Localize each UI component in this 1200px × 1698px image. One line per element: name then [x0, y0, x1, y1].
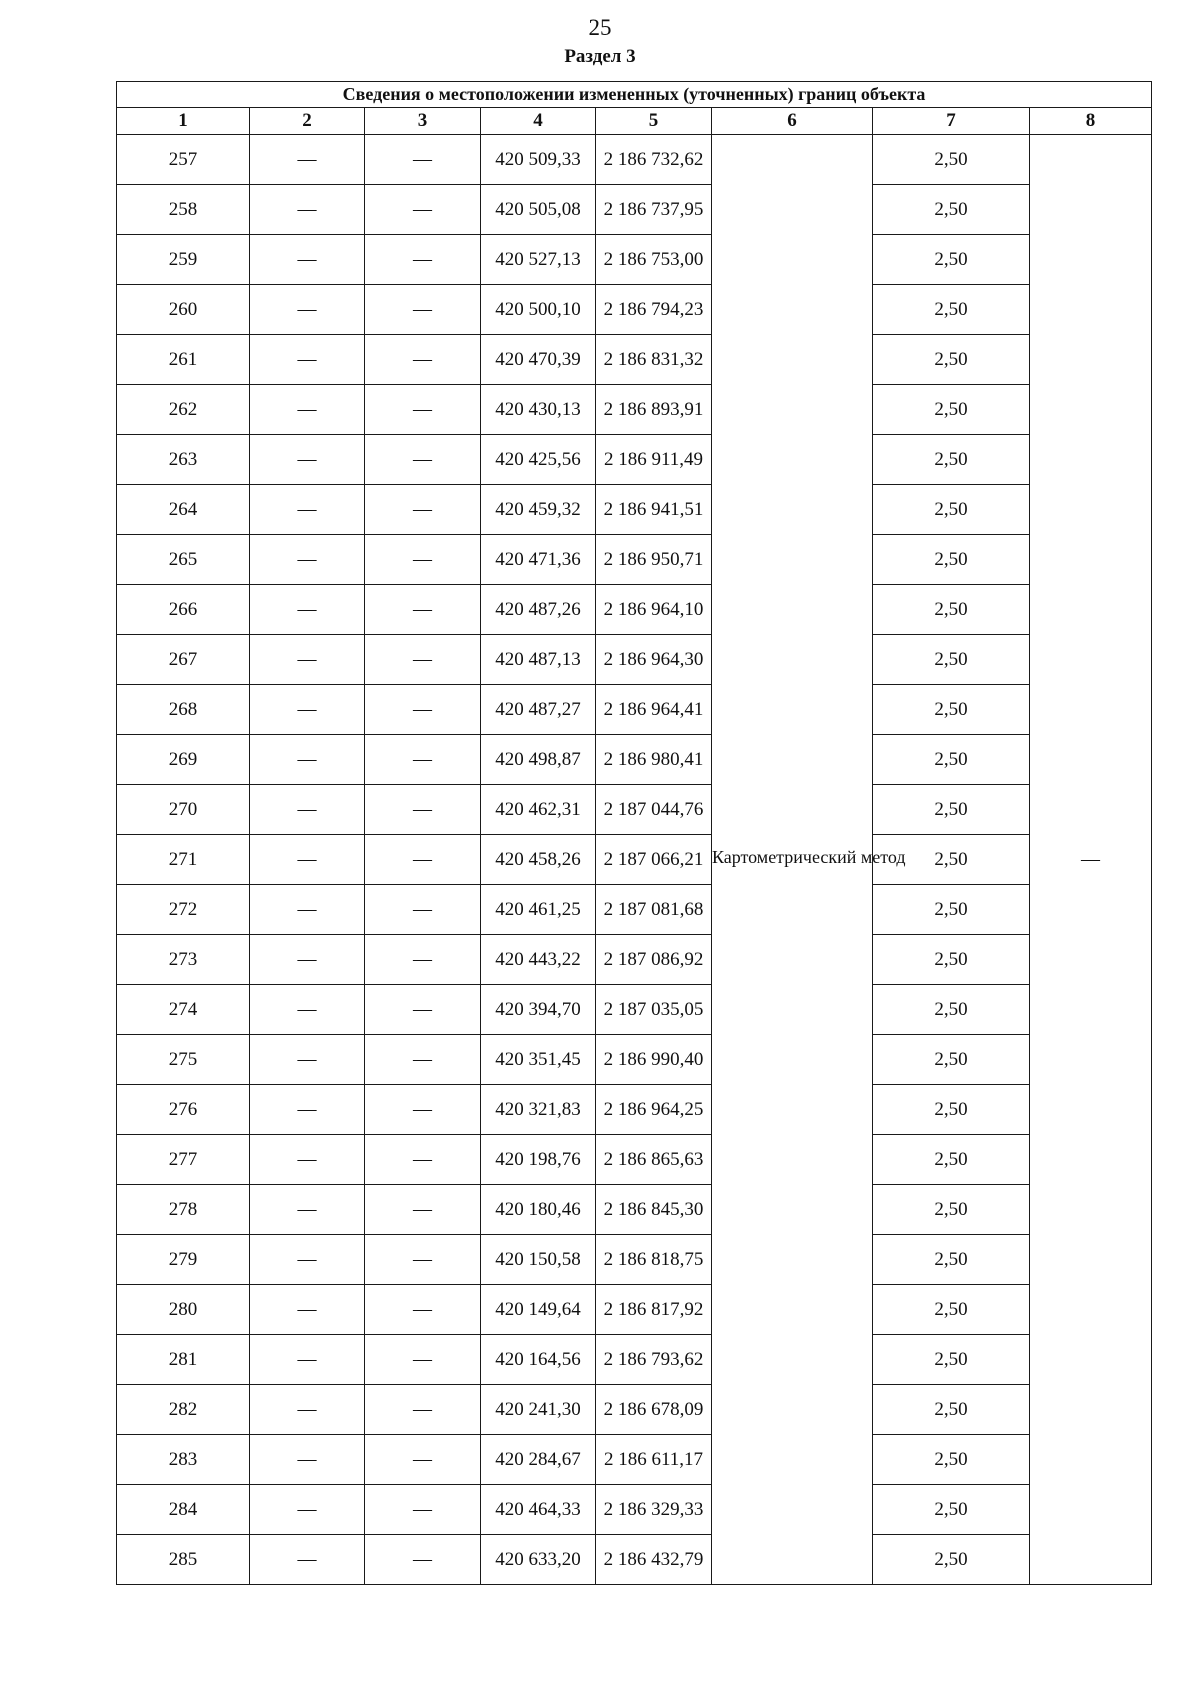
table-row — [117, 185, 1152, 235]
y-coordinate-cell: 2 186 990,40 — [596, 1035, 712, 1085]
x-coordinate-cell: 420 198,76 — [481, 1135, 596, 1185]
y-coordinate-cell: 2 186 611,17 — [596, 1435, 712, 1485]
table-row — [117, 135, 1152, 185]
y-coordinate-cell: 2 186 911,49 — [596, 435, 712, 485]
method-cell — [712, 135, 906, 1585]
column3-cell: — — [365, 935, 481, 985]
column-number: 2 — [250, 108, 365, 135]
y-coordinate-cell: 2 186 831,32 — [596, 335, 712, 385]
point-number-cell: 261 — [117, 335, 250, 385]
point-number-cell: 270 — [117, 785, 250, 835]
table-row — [117, 1485, 1152, 1535]
x-coordinate-cell: 420 284,67 — [481, 1435, 596, 1485]
point-number-cell: 257 — [117, 135, 250, 185]
table-row — [117, 1035, 1152, 1085]
table-row — [117, 335, 1152, 385]
table-row — [117, 735, 1152, 785]
point-number-cell: 280 — [117, 1285, 250, 1335]
column3-cell: — — [365, 1235, 481, 1285]
column3-cell: — — [365, 1435, 481, 1485]
column2-cell: — — [250, 1085, 365, 1135]
column-number: 1 — [117, 108, 250, 135]
column3-cell: — — [365, 485, 481, 535]
column3-cell: — — [365, 1185, 481, 1235]
column2-cell: — — [250, 235, 365, 285]
table-row — [117, 1185, 1152, 1235]
x-coordinate-cell: 420 487,27 — [481, 685, 596, 735]
table-row — [117, 1285, 1152, 1335]
accuracy-cell: 2,50 — [873, 535, 1030, 585]
y-coordinate-cell: 2 186 818,75 — [596, 1235, 712, 1285]
point-number-cell: 266 — [117, 585, 250, 635]
column3-cell: — — [365, 1535, 481, 1585]
y-coordinate-cell: 2 186 753,00 — [596, 235, 712, 285]
y-coordinate-cell: 2 186 732,62 — [596, 135, 712, 185]
point-number-cell: 269 — [117, 735, 250, 785]
column2-cell: — — [250, 285, 365, 335]
x-coordinate-cell: 420 430,13 — [481, 385, 596, 435]
x-coordinate-cell: 420 464,33 — [481, 1485, 596, 1535]
x-coordinate-cell: 420 458,26 — [481, 835, 596, 885]
x-coordinate-cell: 420 149,64 — [481, 1285, 596, 1335]
column2-cell: — — [250, 1135, 365, 1185]
table-row — [117, 785, 1152, 835]
table-caption: Сведения о местоположении измененных (уточненных) границ объекта — [117, 82, 1152, 108]
x-coordinate-cell: 420 394,70 — [481, 985, 596, 1035]
column3-cell: — — [365, 1085, 481, 1135]
point-number-cell: 262 — [117, 385, 250, 435]
table-row — [117, 435, 1152, 485]
point-number-cell: 263 — [117, 435, 250, 485]
point-number-cell: 282 — [117, 1385, 250, 1435]
point-number-cell: 279 — [117, 1235, 250, 1285]
x-coordinate-cell: 420 633,20 — [481, 1535, 596, 1585]
column2-cell: — — [250, 835, 365, 885]
point-number-cell: 278 — [117, 1185, 250, 1235]
accuracy-cell: 2,50 — [873, 1085, 1030, 1135]
point-number-cell: 267 — [117, 635, 250, 685]
column2-cell: — — [250, 1535, 365, 1585]
column2-cell: — — [250, 1235, 365, 1285]
point-number-cell: 260 — [117, 285, 250, 335]
y-coordinate-cell: 2 186 893,91 — [596, 385, 712, 435]
column3-cell: — — [365, 685, 481, 735]
accuracy-cell: 2,50 — [873, 285, 1030, 335]
accuracy-cell: 2,50 — [873, 585, 1030, 635]
column3-cell: — — [365, 735, 481, 785]
column3-cell: — — [365, 1485, 481, 1535]
column3-cell: — — [365, 1385, 481, 1435]
column-number: 4 — [481, 108, 596, 135]
point-number-cell: 259 — [117, 235, 250, 285]
column2-cell: — — [250, 1335, 365, 1385]
accuracy-cell: 2,50 — [873, 935, 1030, 985]
column2-cell: — — [250, 935, 365, 985]
y-coordinate-cell: 2 187 035,05 — [596, 985, 712, 1035]
table-row — [117, 985, 1152, 1035]
point-number-cell: 272 — [117, 885, 250, 935]
y-coordinate-cell: 2 186 817,92 — [596, 1285, 712, 1335]
page-number: 25 — [588, 15, 612, 40]
column3-cell: — — [365, 985, 481, 1035]
column3-cell: — — [365, 585, 481, 635]
y-coordinate-cell: 2 186 329,33 — [596, 1485, 712, 1535]
column3-cell: — — [365, 1285, 481, 1335]
accuracy-cell: 2,50 — [873, 1135, 1030, 1185]
table-row — [117, 1385, 1152, 1435]
column2-cell: — — [250, 1435, 365, 1485]
table-row — [117, 1235, 1152, 1285]
accuracy-cell: 2,50 — [873, 635, 1030, 685]
column-number-row — [117, 108, 1152, 135]
x-coordinate-cell: 420 505,08 — [481, 185, 596, 235]
accuracy-cell: 2,50 — [873, 985, 1030, 1035]
y-coordinate-cell: 2 187 081,68 — [596, 885, 712, 935]
x-coordinate-cell: 420 180,46 — [481, 1185, 596, 1235]
column3-cell: — — [365, 785, 481, 835]
method-label: Картометрический метод — [712, 847, 906, 867]
y-coordinate-cell: 2 186 964,30 — [596, 635, 712, 685]
point-number-cell: 273 — [117, 935, 250, 985]
table-row — [117, 1135, 1152, 1185]
point-number-cell: 277 — [117, 1135, 250, 1185]
table-row — [117, 235, 1152, 285]
column2-cell: — — [250, 485, 365, 535]
accuracy-cell: 2,50 — [873, 1285, 1030, 1335]
accuracy-cell: 2,50 — [873, 385, 1030, 435]
accuracy-cell: 2,50 — [873, 235, 1030, 285]
x-coordinate-cell: 420 500,10 — [481, 285, 596, 335]
accuracy-cell: 2,50 — [873, 1385, 1030, 1435]
column-number: 5 — [596, 108, 712, 135]
point-number-cell: 276 — [117, 1085, 250, 1135]
column-number: 7 — [873, 108, 1030, 135]
accuracy-cell: 2,50 — [873, 1035, 1030, 1085]
point-number-cell: 285 — [117, 1535, 250, 1585]
section-title: Раздел 3 — [564, 46, 636, 67]
y-coordinate-cell: 2 187 066,21 — [596, 835, 712, 885]
table-row — [117, 1085, 1152, 1135]
table-body — [117, 135, 1152, 1585]
table-row — [117, 385, 1152, 435]
x-coordinate-cell: 420 459,32 — [481, 485, 596, 535]
y-coordinate-cell: 2 186 980,41 — [596, 735, 712, 785]
column2-cell: — — [250, 435, 365, 485]
accuracy-cell: 2,50 — [873, 1485, 1030, 1535]
column3-cell: — — [365, 635, 481, 685]
accuracy-cell: 2,50 — [873, 135, 1030, 185]
column3-cell: — — [365, 1135, 481, 1185]
x-coordinate-cell: 420 321,83 — [481, 1085, 596, 1135]
table-caption-row — [117, 82, 1152, 108]
y-coordinate-cell: 2 186 845,30 — [596, 1185, 712, 1235]
column3-cell: — — [365, 1035, 481, 1085]
point-number-cell: 283 — [117, 1435, 250, 1485]
column2-cell: — — [250, 985, 365, 1035]
column2-cell: — — [250, 1485, 365, 1535]
accuracy-cell: 2,50 — [873, 485, 1030, 535]
column2-cell: — — [250, 885, 365, 935]
column2-cell: — — [250, 335, 365, 385]
accuracy-cell: 2,50 — [873, 435, 1030, 485]
column3-cell: — — [365, 335, 481, 385]
point-number-cell: 274 — [117, 985, 250, 1035]
accuracy-cell: 2,50 — [873, 185, 1030, 235]
column2-cell: — — [250, 635, 365, 685]
table-row — [117, 835, 1152, 885]
x-coordinate-cell: 420 462,31 — [481, 785, 596, 835]
accuracy-cell: 2,50 — [873, 735, 1030, 785]
x-coordinate-cell: 420 461,25 — [481, 885, 596, 935]
x-coordinate-cell: 420 150,58 — [481, 1235, 596, 1285]
accuracy-cell: 2,50 — [873, 1435, 1030, 1485]
column2-cell: — — [250, 185, 365, 235]
y-coordinate-cell: 2 186 737,95 — [596, 185, 712, 235]
table-row — [117, 885, 1152, 935]
y-coordinate-cell: 2 186 793,62 — [596, 1335, 712, 1385]
table-row — [117, 935, 1152, 985]
x-coordinate-cell: 420 164,56 — [481, 1335, 596, 1385]
column2-cell: — — [250, 685, 365, 735]
column-number: 8 — [1030, 108, 1152, 135]
accuracy-cell: 2,50 — [873, 1235, 1030, 1285]
x-coordinate-cell: 420 487,26 — [481, 585, 596, 635]
column2-cell: — — [250, 385, 365, 435]
column3-cell: — — [365, 285, 481, 335]
column2-cell: — — [250, 785, 365, 835]
y-coordinate-cell: 2 186 432,79 — [596, 1535, 712, 1585]
column3-cell: — — [365, 185, 481, 235]
y-coordinate-cell: 2 186 865,63 — [596, 1135, 712, 1185]
column2-cell: — — [250, 1385, 365, 1435]
column3-cell: — — [365, 135, 481, 185]
boundary-coordinates-table — [116, 81, 1152, 1585]
point-number-cell: 268 — [117, 685, 250, 735]
y-coordinate-cell: 2 187 044,76 — [596, 785, 712, 835]
y-coordinate-cell: 2 186 964,41 — [596, 685, 712, 735]
accuracy-cell: 2,50 — [873, 335, 1030, 385]
point-number-cell: 284 — [117, 1485, 250, 1535]
column3-cell: — — [365, 835, 481, 885]
y-coordinate-cell: 2 186 964,25 — [596, 1085, 712, 1135]
column2-cell: — — [250, 135, 365, 185]
y-coordinate-cell: 2 186 678,09 — [596, 1385, 712, 1435]
y-coordinate-cell: 2 186 941,51 — [596, 485, 712, 535]
table-row — [117, 585, 1152, 635]
column3-cell: — — [365, 435, 481, 485]
x-coordinate-cell: 420 241,30 — [481, 1385, 596, 1435]
table-row — [117, 685, 1152, 735]
x-coordinate-cell: 420 425,56 — [481, 435, 596, 485]
column-number: 6 — [712, 108, 873, 135]
column3-cell: — — [365, 235, 481, 285]
y-coordinate-cell: 2 186 950,71 — [596, 535, 712, 585]
column2-cell: — — [250, 535, 365, 585]
x-coordinate-cell: 420 498,87 — [481, 735, 596, 785]
point-number-cell: 281 — [117, 1335, 250, 1385]
table-row — [117, 535, 1152, 585]
accuracy-cell: 2,50 — [873, 885, 1030, 935]
table-row — [117, 635, 1152, 685]
column3-cell: — — [365, 385, 481, 435]
column2-cell: — — [250, 585, 365, 635]
x-coordinate-cell: 420 487,13 — [481, 635, 596, 685]
table-row — [117, 1435, 1152, 1485]
column2-cell: — — [250, 1185, 365, 1235]
accuracy-cell: 2,50 — [873, 835, 1030, 885]
column3-cell: — — [365, 535, 481, 585]
accuracy-cell: 2,50 — [873, 1535, 1030, 1585]
point-number-cell: 271 — [117, 835, 250, 885]
table-row — [117, 285, 1152, 335]
table-row — [117, 1535, 1152, 1585]
x-coordinate-cell: 420 527,13 — [481, 235, 596, 285]
point-number-cell: 275 — [117, 1035, 250, 1085]
point-number-cell: 264 — [117, 485, 250, 535]
y-coordinate-cell: 2 186 964,10 — [596, 585, 712, 635]
accuracy-cell: 2,50 — [873, 685, 1030, 735]
column-number: 3 — [365, 108, 481, 135]
accuracy-cell: 2,50 — [873, 1185, 1030, 1235]
x-coordinate-cell: 420 351,45 — [481, 1035, 596, 1085]
x-coordinate-cell: 420 471,36 — [481, 535, 596, 585]
column3-cell: — — [365, 885, 481, 935]
table-row — [117, 1335, 1152, 1385]
point-number-cell: 265 — [117, 535, 250, 585]
column2-cell: — — [250, 1035, 365, 1085]
x-coordinate-cell: 420 470,39 — [481, 335, 596, 385]
column2-cell: — — [250, 1285, 365, 1335]
accuracy-cell: 2,50 — [873, 1335, 1030, 1385]
table-row — [117, 485, 1152, 535]
y-coordinate-cell: 2 186 794,23 — [596, 285, 712, 335]
point-number-cell: 258 — [117, 185, 250, 235]
column8-cell: — — [1030, 135, 1152, 1585]
accuracy-cell: 2,50 — [873, 785, 1030, 835]
y-coordinate-cell: 2 187 086,92 — [596, 935, 712, 985]
x-coordinate-cell: 420 443,22 — [481, 935, 596, 985]
column3-cell: — — [365, 1335, 481, 1385]
column2-cell: — — [250, 735, 365, 785]
x-coordinate-cell: 420 509,33 — [481, 135, 596, 185]
